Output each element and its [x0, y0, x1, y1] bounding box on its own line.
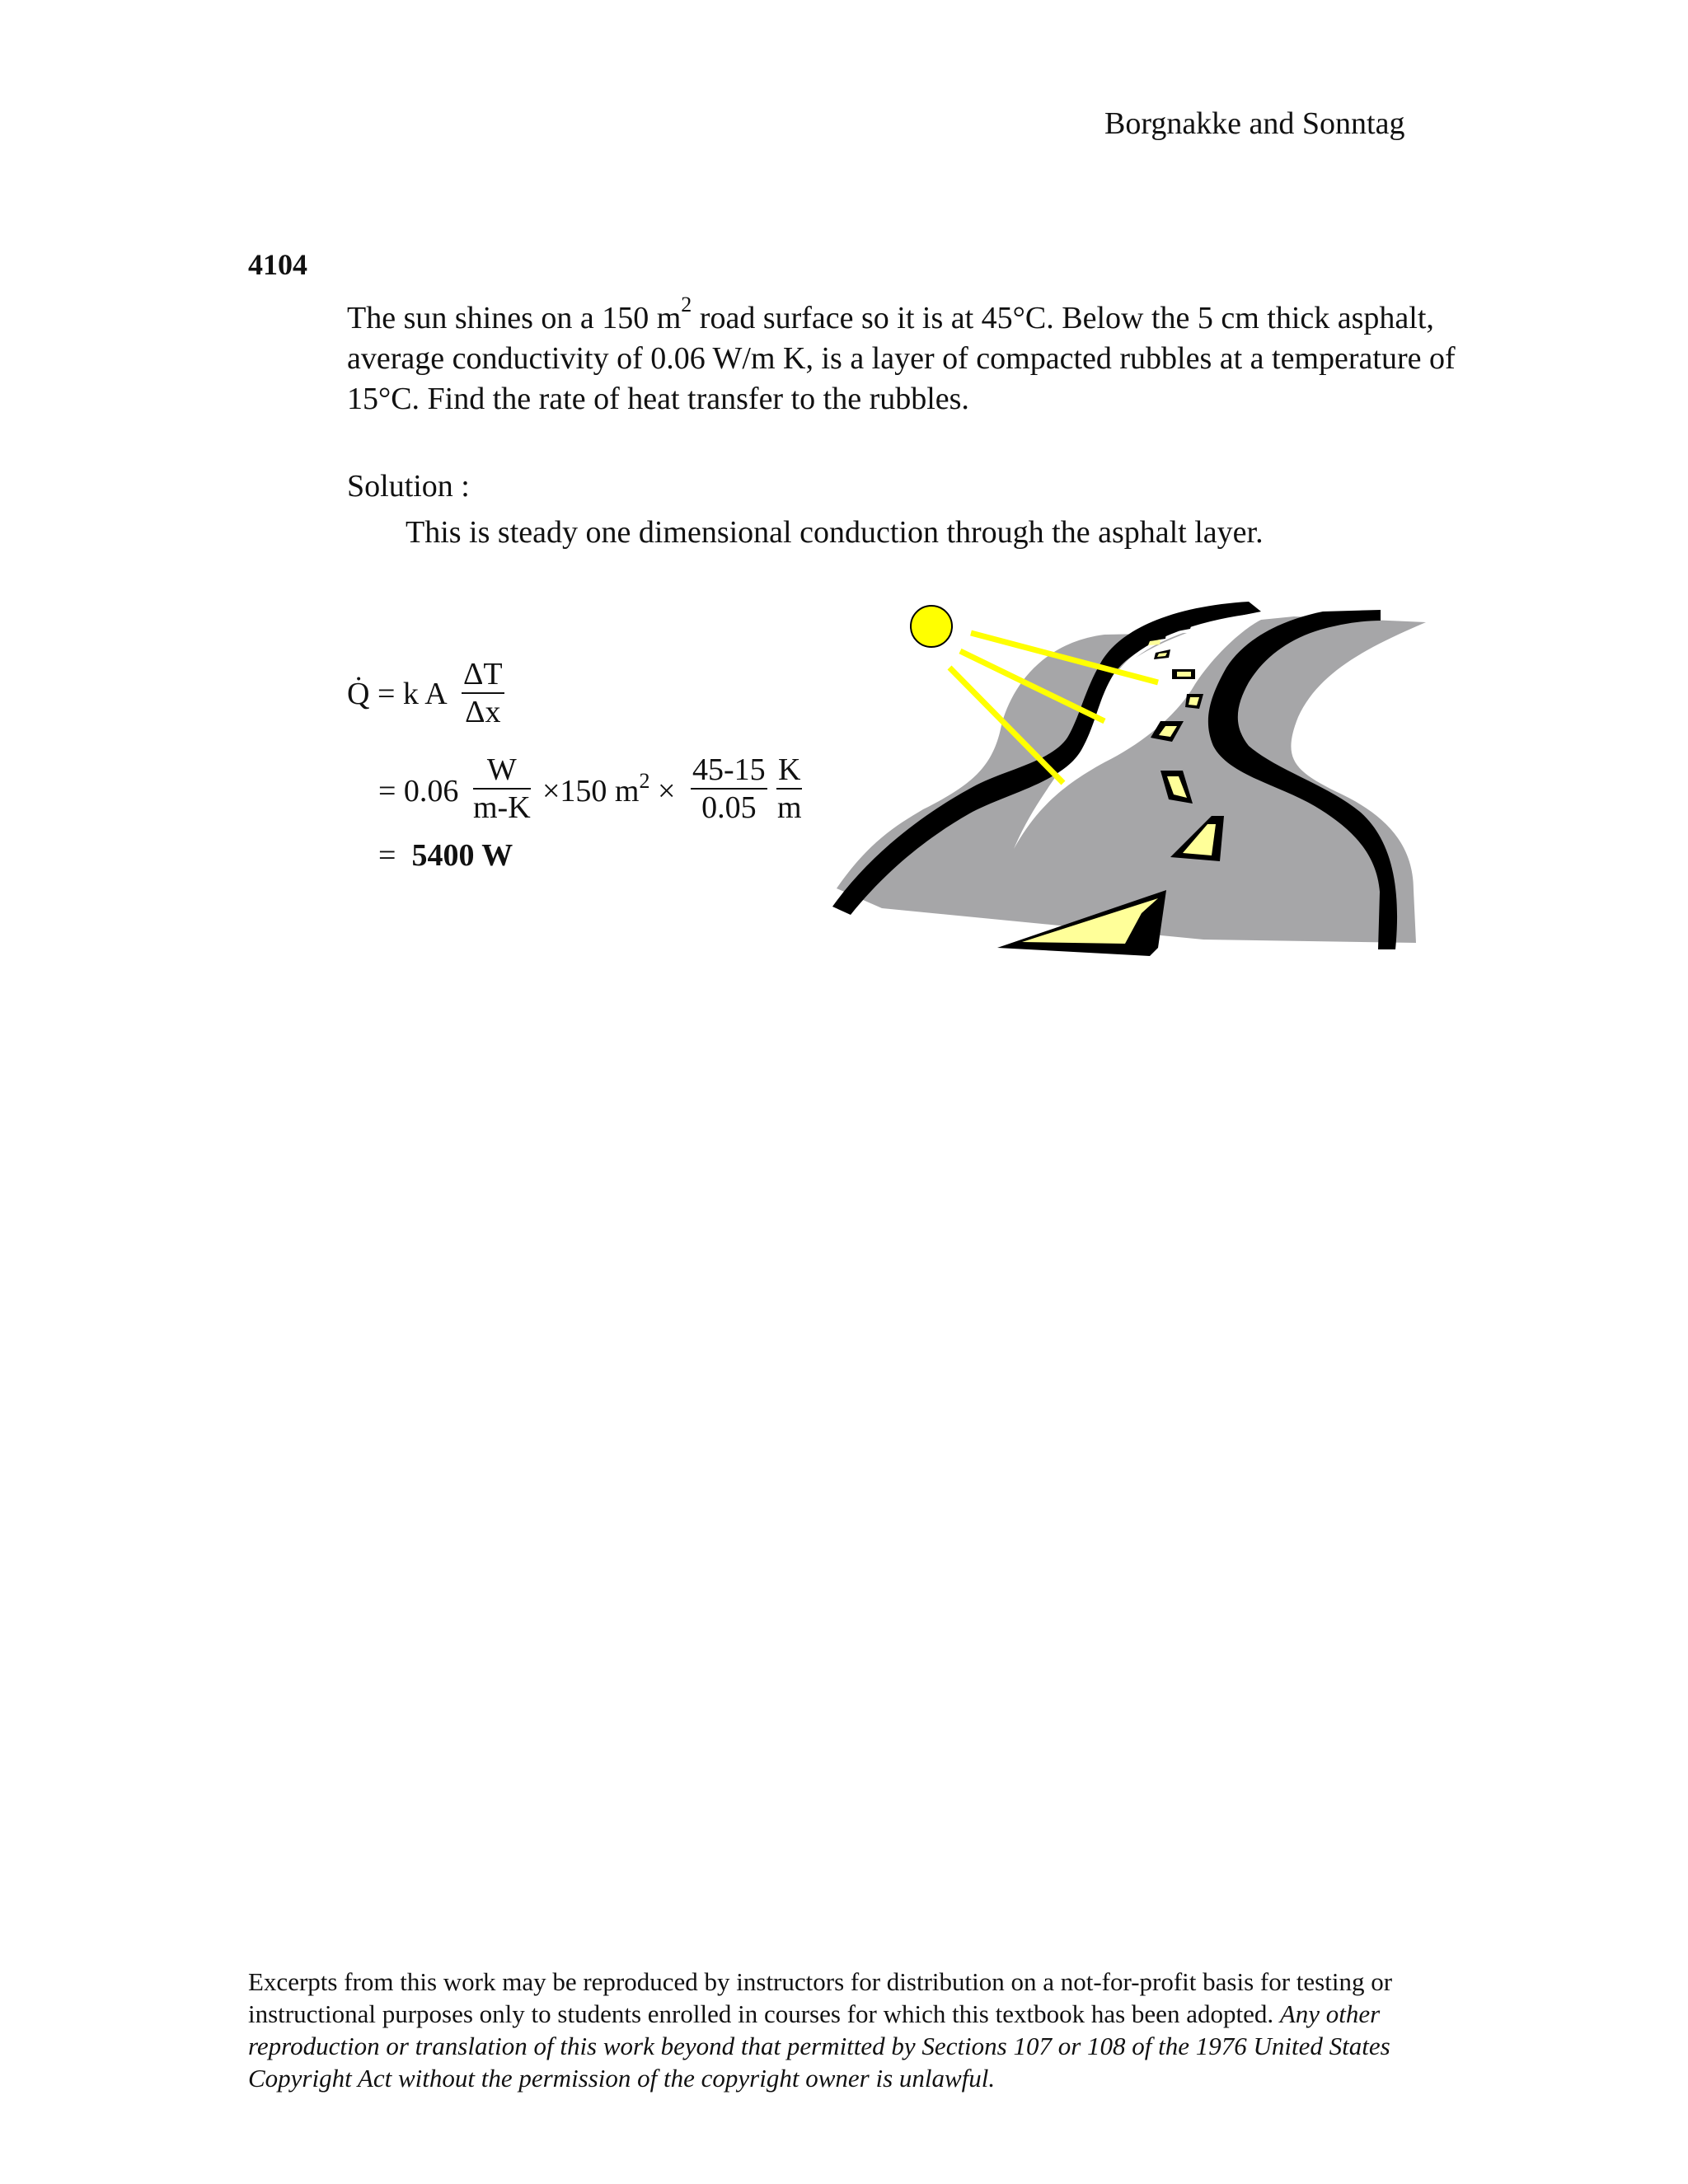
- times-sign: ×: [658, 774, 676, 808]
- frac-num-dtemp: 45-15: [691, 752, 767, 790]
- eq-line3: [378, 837, 513, 874]
- frac-num-k: K: [776, 752, 802, 790]
- eq-lhs: Q̇ = k A: [347, 677, 448, 711]
- eq-area: [542, 769, 676, 809]
- frac-dt-dx: [462, 656, 504, 730]
- frac-den-thickness: 0.05: [701, 790, 757, 825]
- eq-line2-prefix: = 0.06: [378, 774, 459, 808]
- frac-k-m: [776, 752, 802, 826]
- frac-num-w: W: [473, 752, 531, 790]
- eq-line3-prefix: =: [378, 838, 396, 873]
- frac-den-dx: Δx: [465, 695, 501, 729]
- problem-statement: [347, 293, 1460, 419]
- copyright-footer: [248, 1966, 1451, 2094]
- road-illustration: [832, 593, 1459, 972]
- problem-number: 4104: [248, 248, 307, 281]
- solution-text: This is steady one dimensional conduction through the asphalt layer.: [406, 515, 1264, 550]
- solution-label: Solution :: [347, 469, 470, 504]
- area-superscript: 2: [639, 769, 650, 793]
- frac-temp: [691, 752, 767, 826]
- stripe: [1177, 672, 1191, 677]
- frac-unit: [473, 752, 531, 826]
- eq-result: 5400 W: [411, 838, 513, 873]
- footer-italic-text: Any other reproduction or translation of this work beyond that permitted by Sections 107 or 108 of the 1976 United States Copyright Act without the permission of the copyright owner is unlawful.: [248, 1999, 1390, 2093]
- frac-den-mk: m-K: [473, 790, 531, 825]
- area-text: ×150 m: [542, 774, 640, 808]
- footer-normal-text: Excerpts from this work may be reproduced by instructors for distribution on a not-for-profit basis for testing or instructional purposes only to students enrolled in courses for which this textbook has been adopted.: [248, 1967, 1393, 2028]
- road-surface: [837, 616, 1426, 943]
- superscript-2: 2: [681, 293, 692, 317]
- frac-num-dt: ΔT: [462, 656, 504, 694]
- frac-den-m: m: [776, 790, 802, 825]
- problem-text-2: road surface so it is at 45°C. Below the 5 cm thick asphalt, average conductivity of 0.06 W/m K, is a layer of compacted rubbles at a temperature of 15°C. Find the rate of heat transfer to the rubbles.: [347, 301, 1456, 416]
- sun-icon: [911, 606, 952, 647]
- page-header-authors: Borgnakke and Sonntag: [1104, 106, 1405, 141]
- problem-text-1: The sun shines on a 150 m: [347, 301, 682, 335]
